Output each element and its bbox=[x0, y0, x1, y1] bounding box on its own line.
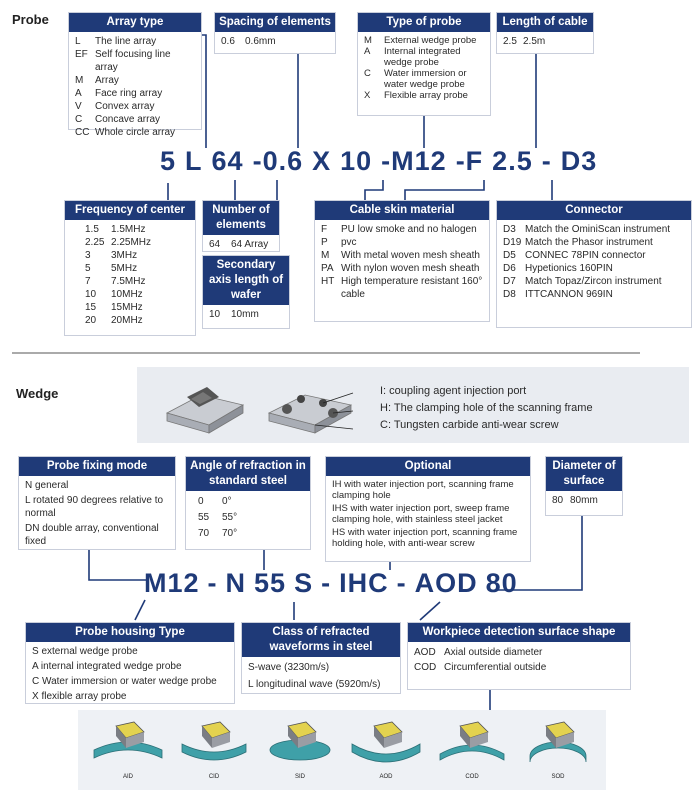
code-label: COD bbox=[414, 662, 437, 673]
frequency-box bbox=[64, 200, 196, 336]
description-label: Water immersion or water wedge probe bbox=[384, 68, 467, 90]
surface-shape-label: AID bbox=[122, 774, 133, 780]
code-label: PA bbox=[321, 263, 334, 274]
housing-header: Probe housing Type bbox=[26, 623, 234, 642]
code-label: 2.5 bbox=[503, 36, 517, 47]
description-label: Match Topaz/Zircon instrument bbox=[525, 276, 662, 287]
code-label: C bbox=[75, 114, 83, 125]
code-label: 55 bbox=[198, 512, 210, 523]
cable-skin-row bbox=[321, 236, 483, 249]
description-label: External wedge probe bbox=[384, 35, 477, 46]
code-label: C bbox=[364, 68, 371, 79]
code-label: M bbox=[75, 75, 84, 86]
model-code-segment: L bbox=[185, 146, 203, 176]
description-label: Hypetionics 160PIN bbox=[525, 263, 613, 274]
model-code-segment: 5 bbox=[160, 146, 177, 176]
surface-shapes-panel bbox=[78, 710, 606, 790]
model-code-segment: 2.5 bbox=[492, 146, 533, 176]
spacing-row bbox=[221, 35, 329, 48]
type-of-probe-row bbox=[364, 46, 484, 68]
optional-header: Optional bbox=[326, 457, 530, 476]
description-label: Whole circle array bbox=[95, 127, 176, 138]
model-code-segment: - bbox=[541, 146, 552, 176]
model-code-segment: AOD bbox=[414, 568, 478, 598]
code-label: D3 bbox=[503, 224, 516, 235]
description-label: 3MHz bbox=[111, 250, 138, 261]
surface-shape-sid-icon bbox=[262, 714, 338, 770]
code-label: EF bbox=[75, 49, 88, 60]
description-label: 10mm bbox=[231, 309, 259, 320]
diameter-header: Diameter of surface bbox=[546, 457, 622, 491]
description-label: Axial outside diameter bbox=[444, 647, 543, 658]
model-code-segment: -0.6 bbox=[252, 146, 304, 176]
cable-skin-row bbox=[321, 223, 483, 236]
secondary-axis-rows bbox=[203, 305, 289, 324]
frequency-row bbox=[85, 249, 189, 262]
length-cable-row bbox=[503, 35, 587, 48]
code-label: 70 bbox=[198, 528, 210, 539]
description-label: Array bbox=[95, 75, 119, 86]
model-code-segment: X bbox=[312, 146, 332, 176]
probe-section-title: Probe bbox=[12, 12, 49, 27]
description-label: CONNEC 78PIN connector bbox=[525, 250, 646, 261]
code-label: 1.5 bbox=[85, 224, 99, 235]
frequency-row bbox=[85, 223, 189, 236]
model-code-segment: N bbox=[225, 568, 247, 598]
number-elements-box bbox=[202, 200, 280, 252]
description-label: High temperature resistant 160° cable bbox=[341, 276, 483, 300]
wedge-illustration-panel bbox=[137, 367, 689, 443]
type-of-probe-row bbox=[364, 35, 484, 46]
wedge-section-title: Wedge bbox=[16, 386, 59, 401]
wedge-legend bbox=[380, 383, 593, 434]
wedge-legend-item: C: Tungsten carbide anti-wear screw bbox=[380, 419, 559, 431]
model-code-segment: 10 bbox=[340, 146, 373, 176]
description-label: Face ring array bbox=[95, 88, 163, 99]
diameter-rows bbox=[546, 491, 622, 510]
number-elements-rows bbox=[203, 235, 279, 254]
description-label: With metal woven mesh sheath bbox=[341, 250, 480, 261]
housing-row: X flexible array probe bbox=[32, 691, 127, 702]
code-label: X bbox=[364, 90, 371, 101]
code-label: 20 bbox=[85, 315, 97, 326]
array-type-row bbox=[75, 74, 195, 87]
model-code-segment: 64 bbox=[211, 146, 244, 176]
wedge-legend-item: H: The clamping hole of the scanning frame bbox=[380, 402, 593, 414]
description-label: With nylon woven mesh sheath bbox=[341, 263, 480, 274]
frequency-rows bbox=[65, 220, 195, 330]
length-cable-header: Length of cable bbox=[497, 13, 593, 32]
frequency-row bbox=[85, 275, 189, 288]
wave-rows bbox=[242, 657, 400, 697]
code-label: D5 bbox=[503, 250, 516, 261]
wave-box bbox=[241, 622, 401, 694]
model-code-segment: IHC bbox=[339, 568, 389, 598]
code-label: 2.25 bbox=[85, 237, 105, 248]
code-label: 80 bbox=[552, 495, 564, 506]
wedge-legend-item: I: coupling agent injection port bbox=[380, 385, 527, 397]
probe-fixing-header: Probe fixing mode bbox=[19, 457, 175, 476]
code-label: 5 bbox=[85, 263, 91, 274]
spacing-header: Spacing of elements bbox=[215, 13, 335, 32]
surface-shape-label: SID bbox=[294, 774, 305, 780]
description-label: Flexible array probe bbox=[384, 90, 468, 101]
code-label: L bbox=[75, 36, 81, 47]
code-label: V bbox=[75, 101, 82, 112]
code-label: D8 bbox=[503, 289, 516, 300]
frequency-row bbox=[85, 236, 189, 249]
code-label: M bbox=[364, 35, 372, 46]
description-label: 20MHz bbox=[111, 315, 143, 326]
surface-shape-label: CID bbox=[208, 774, 220, 780]
array-type-row bbox=[75, 126, 195, 139]
description-label: 2.5m bbox=[523, 36, 546, 47]
cable-skin-rows bbox=[315, 220, 489, 304]
surface-shape-aod-icon bbox=[348, 714, 424, 770]
surface-shape-label: SOD bbox=[551, 774, 565, 780]
description-label: ITTCANNON 969IN bbox=[525, 289, 613, 300]
optional-row: IHS with water injection port, sweep frame clamping hole, with stainless steel jacket bbox=[332, 503, 510, 525]
description-label: Match the Phasor instrument bbox=[525, 237, 653, 248]
code-label: P bbox=[321, 237, 328, 248]
wedge-labeled-icon bbox=[261, 373, 357, 437]
model-code-segment: - bbox=[396, 568, 407, 598]
wedge-model-code bbox=[144, 568, 526, 599]
cable-skin-header: Cable skin material bbox=[315, 201, 489, 220]
housing-rows bbox=[26, 642, 234, 708]
description-label: Match the OminiScan instrument bbox=[525, 224, 671, 235]
description-label: 2.25MHz bbox=[111, 237, 152, 248]
type-of-probe-header: Type of probe bbox=[358, 13, 490, 32]
type-of-probe-rows bbox=[358, 32, 490, 104]
description-label: Concave array bbox=[95, 114, 161, 125]
frequency-row bbox=[85, 262, 189, 275]
description-label: 70° bbox=[222, 528, 238, 539]
surface-shape-cod-icon bbox=[434, 714, 510, 770]
frequency-header: Frequency of center bbox=[65, 201, 195, 220]
model-code-segment: S bbox=[294, 568, 314, 598]
workpiece-row bbox=[414, 660, 624, 675]
array-type-row bbox=[75, 87, 195, 100]
code-label: 3 bbox=[85, 250, 91, 261]
description-label: Circumferential outside bbox=[444, 662, 547, 673]
code-label: 15 bbox=[85, 302, 97, 313]
surface-shape-sod-icon bbox=[520, 714, 596, 770]
description-label: 7.5MHz bbox=[111, 276, 146, 287]
housing-box bbox=[25, 622, 235, 704]
wedge-block-icon bbox=[157, 375, 249, 437]
code-label: HT bbox=[321, 276, 335, 287]
array-type-row bbox=[75, 48, 195, 74]
code-label: D19 bbox=[503, 237, 522, 248]
code-label: A bbox=[75, 88, 82, 99]
connector-row bbox=[503, 288, 685, 301]
probe-model-code bbox=[160, 146, 606, 177]
workpiece-rows bbox=[408, 642, 630, 678]
probe-fixing-row: DN double array, conventional fixed bbox=[25, 523, 159, 547]
secondary-axis-row bbox=[209, 308, 283, 321]
length-cable-rows bbox=[497, 32, 593, 51]
description-label: Self focusing line array bbox=[95, 49, 171, 73]
angle-box bbox=[185, 456, 311, 550]
angle-row bbox=[198, 510, 304, 526]
connector-row bbox=[503, 223, 685, 236]
wave-row: S-wave (3230m/s) bbox=[248, 662, 330, 673]
cable-skin-row bbox=[321, 262, 483, 275]
code-label: 0 bbox=[198, 496, 204, 507]
description-label: 80mm bbox=[570, 495, 598, 506]
type-of-probe-row bbox=[364, 90, 484, 101]
probe-fixing-row: L rotated 90 degrees relative to normal bbox=[25, 495, 164, 519]
array-type-box bbox=[68, 12, 202, 138]
surface-shape-cid-icon bbox=[176, 714, 252, 770]
housing-row: S external wedge probe bbox=[32, 646, 138, 657]
model-code-segment: 80 bbox=[485, 568, 518, 598]
description-label: 1.5MHz bbox=[111, 224, 146, 235]
description-label: pvc bbox=[341, 237, 357, 248]
description-label: 10MHz bbox=[111, 289, 143, 300]
number-elements-row bbox=[209, 238, 273, 251]
length-cable-box bbox=[496, 12, 594, 54]
workpiece-header: Workpiece detection surface shape bbox=[408, 623, 630, 642]
description-label: 0.6mm bbox=[245, 36, 276, 47]
model-code-segment: - bbox=[207, 568, 218, 598]
secondary-axis-box bbox=[202, 255, 290, 329]
description-label: 55° bbox=[222, 512, 238, 523]
model-code-segment: 55 bbox=[254, 568, 287, 598]
connector-row bbox=[503, 262, 685, 275]
probe-fixing-rows bbox=[19, 476, 175, 553]
connector-rows bbox=[497, 220, 691, 304]
angle-row bbox=[198, 526, 304, 542]
connector-row bbox=[503, 236, 685, 249]
description-label: The line array bbox=[95, 36, 157, 47]
description-label: Internal integrated wedge probe bbox=[384, 46, 461, 68]
model-code-segment: -F bbox=[455, 146, 484, 176]
angle-row bbox=[198, 494, 304, 510]
array-type-row bbox=[75, 35, 195, 48]
code-label: CC bbox=[75, 127, 90, 138]
code-label: AOD bbox=[414, 647, 436, 658]
housing-row: A internal integrated wedge probe bbox=[32, 661, 182, 672]
frequency-row bbox=[85, 314, 189, 327]
connector-box bbox=[496, 200, 692, 328]
secondary-axis-header: Secondary axis length of wafer bbox=[203, 256, 289, 305]
optional-rows bbox=[326, 476, 530, 554]
optional-row: HS with water injection port, scanning frame holding hole, with anti-wear screw bbox=[332, 527, 518, 549]
model-code-segment: -M12 bbox=[381, 146, 447, 176]
array-type-rows bbox=[69, 32, 201, 142]
connector-row bbox=[503, 275, 685, 288]
spacing-box bbox=[214, 12, 336, 54]
array-type-row bbox=[75, 113, 195, 126]
code-label: A bbox=[364, 46, 371, 57]
cable-skin-row bbox=[321, 275, 483, 301]
angle-rows bbox=[186, 491, 310, 545]
connector-header: Connector bbox=[497, 201, 691, 220]
workpiece-row bbox=[414, 645, 624, 660]
number-elements-header: Number of elements bbox=[203, 201, 279, 235]
workpiece-box bbox=[407, 622, 631, 690]
cable-skin-row bbox=[321, 249, 483, 262]
wave-header: Class of refracted waveforms in steel bbox=[242, 623, 400, 657]
code-label: D6 bbox=[503, 263, 516, 274]
code-label: 10 bbox=[85, 289, 97, 300]
code-label: 0.6 bbox=[221, 36, 235, 47]
code-label: 10 bbox=[209, 309, 221, 320]
angle-header: Angle of refraction in standard steel bbox=[186, 457, 310, 491]
surface-shape-label: AOD bbox=[379, 774, 393, 780]
surface-shape-label: COD bbox=[465, 774, 479, 780]
probe-fixing-box bbox=[18, 456, 176, 550]
diameter-row bbox=[552, 494, 616, 507]
description-label: PU low smoke and no halogen bbox=[341, 224, 477, 235]
model-code-segment: - bbox=[321, 568, 332, 598]
array-type-header: Array type bbox=[69, 13, 201, 32]
optional-box bbox=[325, 456, 531, 562]
code-label: F bbox=[321, 224, 328, 235]
spacing-rows bbox=[215, 32, 335, 51]
probe-fixing-row: N general bbox=[25, 480, 69, 491]
array-type-row bbox=[75, 100, 195, 113]
description-label: 64 Array bbox=[231, 239, 269, 250]
code-label: 7 bbox=[85, 276, 91, 287]
housing-row: C Water immersion or water wedge probe bbox=[32, 676, 217, 687]
model-code-segment: M12 bbox=[144, 568, 200, 598]
connector-row bbox=[503, 249, 685, 262]
diameter-box bbox=[545, 456, 623, 516]
code-label: D7 bbox=[503, 276, 516, 287]
cable-skin-box bbox=[314, 200, 490, 322]
frequency-row bbox=[85, 288, 189, 301]
frequency-row bbox=[85, 301, 189, 314]
model-code-segment: D3 bbox=[560, 146, 598, 176]
description-label: 15MHz bbox=[111, 302, 143, 313]
description-label: Convex array bbox=[95, 101, 155, 112]
wave-row: L longitudinal wave (5920m/s) bbox=[248, 679, 381, 690]
description-label: 5MHz bbox=[111, 263, 138, 274]
surface-shape-aid-icon bbox=[90, 714, 166, 770]
optional-row: IH with water injection port, scanning frame clamping hole bbox=[332, 479, 514, 501]
type-of-probe-row bbox=[364, 68, 484, 90]
code-label: M bbox=[321, 250, 330, 261]
description-label: 0° bbox=[222, 496, 232, 507]
code-label: 64 bbox=[209, 239, 221, 250]
type-of-probe-box bbox=[357, 12, 491, 116]
